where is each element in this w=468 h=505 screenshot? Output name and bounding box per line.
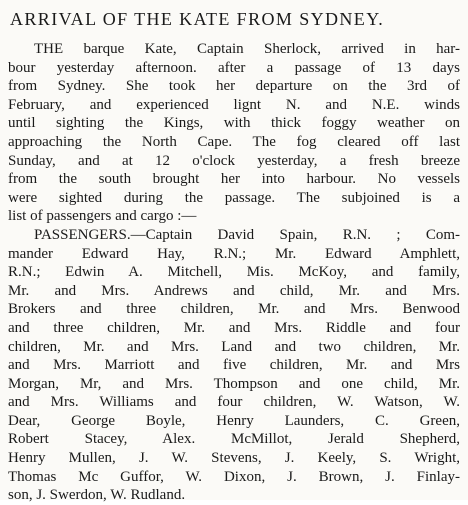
article-line: were sighted during the passage. The subjoined is a: [8, 189, 460, 206]
article-line: children, Mr. and Mrs. Land and two children, Mr.: [8, 338, 460, 355]
article-line: Dear, George Boyle, Henry Launders, C. Green,: [8, 412, 460, 429]
article-line: February, and experienced lignt N. and N.E. winds: [8, 96, 460, 113]
article-line: from the south brought her into harbour. No vessels: [8, 171, 460, 188]
article-line: until sighting the Kings, with thick foggy weather on: [8, 115, 460, 132]
article-line: bour yesterday afternoon. after a passage of 13 days: [8, 59, 460, 76]
passengers-heading-line: PASSENGERS.—Captain David Spain, R.N. ; Com-: [34, 226, 460, 243]
article-line: son, J. Swerdon, W. Rudland.: [8, 487, 186, 504]
article-line: list of passengers and cargo :—: [8, 208, 197, 225]
article-line: Mr. and Mrs. Andrews and child, Mr. and Mrs.: [8, 282, 460, 299]
article-line: mander Edward Hay, R.N.; Mr. Edward Amphlett,: [8, 245, 460, 262]
article-line: and Mrs. Williams and four children, W. Watson, W.: [8, 394, 460, 411]
article-line: and Mrs. Marriott and five children, Mr. and Mrs: [8, 357, 460, 374]
article-line: and three children, Mr. and Mrs. Riddle and four: [8, 319, 460, 336]
article-line: Henry Mullen, J. W. Stevens, J. Keely, S. Wright,: [8, 450, 460, 467]
article-line: Brokers and three children, Mr. and Mrs. Benwood: [8, 301, 460, 318]
article-line: from Sydney. She took her departure on the 3rd of: [8, 78, 460, 95]
article-body: [8, 40, 460, 505]
article-line: THE barque Kate, Captain Sherlock, arrived in har-: [34, 41, 460, 57]
article-line: Thomas Mc Guffor, W. Dixon, J. Brown, J. Finlay-: [8, 468, 460, 485]
article-line: approaching the North Cape. The fog cleared off last: [8, 133, 460, 150]
article-line: Sunday, and at 12 o'clock yesterday, a fresh breeze: [8, 152, 460, 169]
article-line: R.N.; Edwin A. Mitchell, Mis. McKoy, and family,: [8, 264, 460, 281]
article-line: Robert Stacey, Alex. McMillot, Jerald Shepherd,: [8, 431, 460, 448]
article-headline: ARRIVAL OF THE KATE FROM SYDNEY.: [10, 9, 385, 29]
article-line: Morgan, Mr, and Mrs. Thompson and one child, Mr.: [8, 375, 460, 392]
